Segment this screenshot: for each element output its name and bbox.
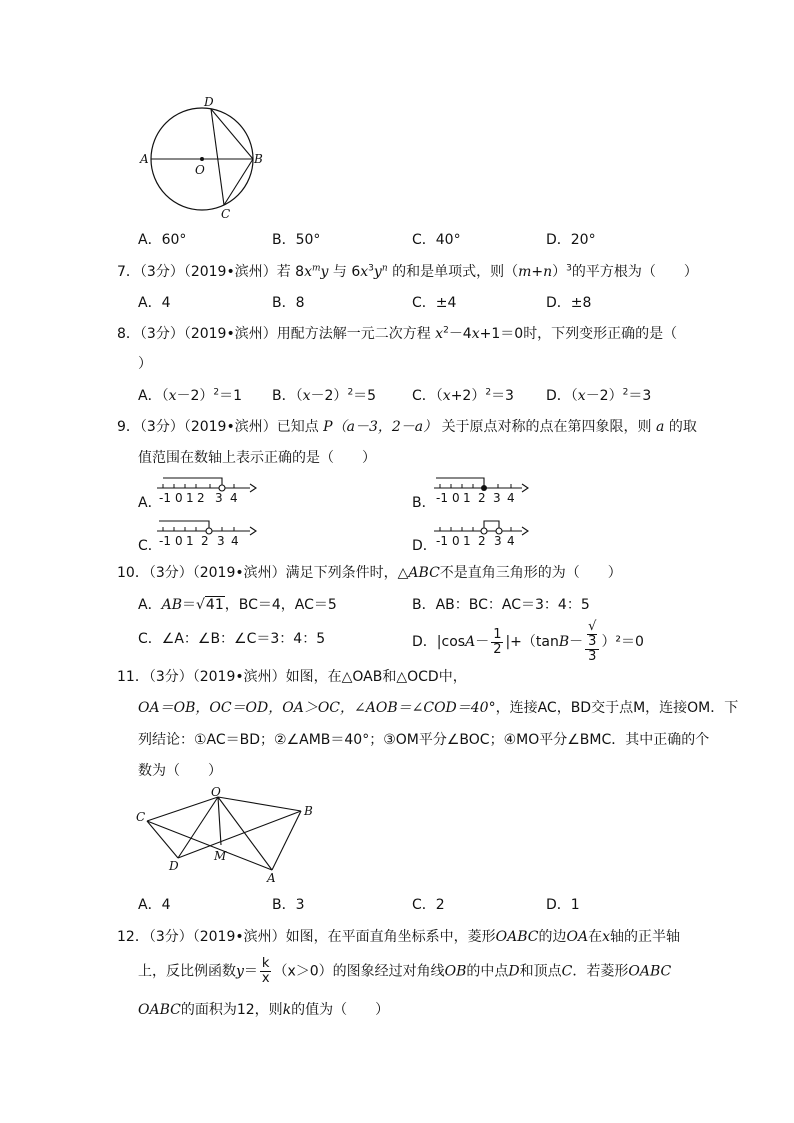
- label-c: C: [221, 207, 231, 221]
- label-a: A: [267, 871, 276, 884]
- q6-choice-a[interactable]: A．60°: [138, 232, 187, 248]
- q11-choice-b[interactable]: B．3: [272, 897, 305, 913]
- svg-text:1: 1: [186, 534, 194, 548]
- q6-choice-c[interactable]: C．40°: [412, 232, 461, 248]
- q10-stem: 10．（3分）（2019•滨州）满足下列条件时，△ABC不是直角三角形的为（ ）: [117, 565, 622, 581]
- svg-text:4: 4: [507, 491, 515, 505]
- label-c: C: [136, 810, 146, 824]
- svg-text:1: 1: [463, 534, 471, 548]
- q9-option-b-letter[interactable]: B．: [412, 495, 436, 511]
- label-o: O: [195, 163, 205, 177]
- q8-stem-line2: ）: [138, 356, 152, 372]
- q11-choice-a[interactable]: A．4: [138, 897, 171, 913]
- svg-text:0: 0: [452, 491, 460, 505]
- q12-stem-line2: 上，反比例函数y＝ $\frac{k}{x}$ （x＞0）的图象经过对角线OB的中点D和顶点C．若菱形OABC: [138, 956, 672, 986]
- q10-choice-c[interactable]: C．∠A：∠B：∠C＝3：4：5: [138, 631, 326, 647]
- svg-text:4: 4: [231, 534, 239, 548]
- svg-text:2: 2: [201, 534, 209, 548]
- q6-circle-figure: [132, 92, 272, 222]
- q10-choice-d[interactable]: D．|cosA－ $\frac{1}{2}$ |+（tanB－ √ 3 3 ）²＝0: [412, 619, 644, 664]
- svg-text:3: 3: [494, 534, 502, 548]
- q8-choice-c[interactable]: C．$(x+2)^2=3$: [412, 387, 514, 404]
- q11-stem-line3: 列结论：①AC＝BD；②∠AMB＝40°；③OM平分∠BOC；④MO平分∠BMC．其中正确的个: [138, 732, 710, 748]
- q10-choice-b[interactable]: B．AB：BC：AC＝3：4：5: [412, 597, 590, 613]
- q11-choice-d[interactable]: D．1: [546, 897, 580, 913]
- svg-text:-1: -1: [436, 534, 448, 548]
- svg-text:2: 2: [197, 491, 205, 505]
- q9-option-c-letter[interactable]: C．: [138, 538, 162, 554]
- q11-stem-line2: OA＝OB，OC＝OD，OA＞OC，∠AOB＝∠COD＝40°，连接AC，BD交于点M，连接OM．下: [138, 700, 739, 716]
- svg-text:4: 4: [507, 534, 515, 548]
- q9-stem-line2: 值范围在数轴上表示正确的是（ ）: [138, 450, 376, 466]
- q9-numberline-d[interactable]: [432, 514, 537, 548]
- q8-choice-b[interactable]: B．$(x-2)^2=5$: [272, 387, 377, 404]
- label-d: D: [169, 859, 179, 873]
- label-o: O: [211, 785, 221, 799]
- svg-text:-1: -1: [436, 491, 448, 505]
- label-a: A: [140, 152, 149, 166]
- label-b: B: [304, 804, 313, 818]
- label-m: M: [214, 849, 227, 863]
- svg-text:1: 1: [186, 491, 194, 505]
- q9-option-d-letter[interactable]: D．: [412, 538, 437, 554]
- chord-dc: [211, 109, 224, 205]
- svg-text:0: 0: [452, 534, 460, 548]
- q6-choice-d[interactable]: D．20°: [546, 232, 596, 248]
- q9-option-a-letter[interactable]: A．: [138, 495, 162, 511]
- label-d: D: [204, 95, 214, 109]
- q11-choice-c[interactable]: C．2: [412, 897, 445, 913]
- q9-numberline-c[interactable]: [155, 514, 260, 548]
- svg-text:1: 1: [463, 491, 471, 505]
- q6-choice-b[interactable]: B．50°: [272, 232, 321, 248]
- q11-stem-line4: 数为（ ）: [138, 763, 222, 779]
- svg-text:2: 2: [478, 534, 486, 548]
- q8-choice-a[interactable]: A．$(x-2)^2=1$: [138, 387, 243, 404]
- svg-text:4: 4: [230, 491, 238, 505]
- q7-choice-c[interactable]: C．±4: [412, 295, 457, 311]
- q9-numberline-b[interactable]: [432, 471, 537, 505]
- svg-text:2: 2: [478, 491, 486, 505]
- svg-text:0: 0: [175, 491, 183, 505]
- q11-stem: 11．（3分）（2019•滨州）如图，在△OAB和△OCD中，: [117, 669, 467, 685]
- q10-choice-a[interactable]: A．AB＝√41，BC＝4，AC＝5: [138, 597, 337, 613]
- q9-numberline-a[interactable]: [155, 471, 260, 505]
- q7-stem: 7．（3分）（2019•滨州）若 $8x^my$ 与 $6x^3y^n$ 的和是单项式，则$(m+n)^3$的平方根为（ ）: [117, 263, 698, 280]
- q7-choice-b[interactable]: B．8: [272, 295, 305, 311]
- svg-text:-1: -1: [159, 491, 171, 505]
- svg-text:3: 3: [215, 491, 223, 505]
- q8-choice-d[interactable]: D．$(x-2)^2=3$: [546, 387, 652, 404]
- svg-text:3: 3: [493, 491, 501, 505]
- q8-stem: 8．（3分）（2019•滨州）用配方法解一元二次方程 $x^2-4x+1=0$时，下列变形正确的是（: [117, 325, 678, 342]
- q9-stem: 9．（3分）（2019•滨州）已知点 P（a－3，2－a） 关于原点对称的点在第四象限，则 a 的取: [117, 419, 697, 435]
- q12-stem: 12．（3分）（2019•滨州）如图，在平面直角坐标系中，菱形OABC的边OA在x轴的正半轴: [117, 929, 680, 945]
- q7-choice-a[interactable]: A．4: [138, 295, 171, 311]
- q11-triangles-figure: [134, 784, 324, 884]
- center-point: [200, 157, 204, 161]
- svg-text:3: 3: [217, 534, 225, 548]
- q7-choice-d[interactable]: D．±8: [546, 295, 592, 311]
- svg-text:0: 0: [175, 534, 183, 548]
- chord-bc: [224, 159, 253, 205]
- q12-stem-line3: OABC的面积为12，则k的值为（ ）: [138, 1002, 390, 1018]
- svg-text:-1: -1: [159, 534, 171, 548]
- label-b: B: [254, 152, 263, 166]
